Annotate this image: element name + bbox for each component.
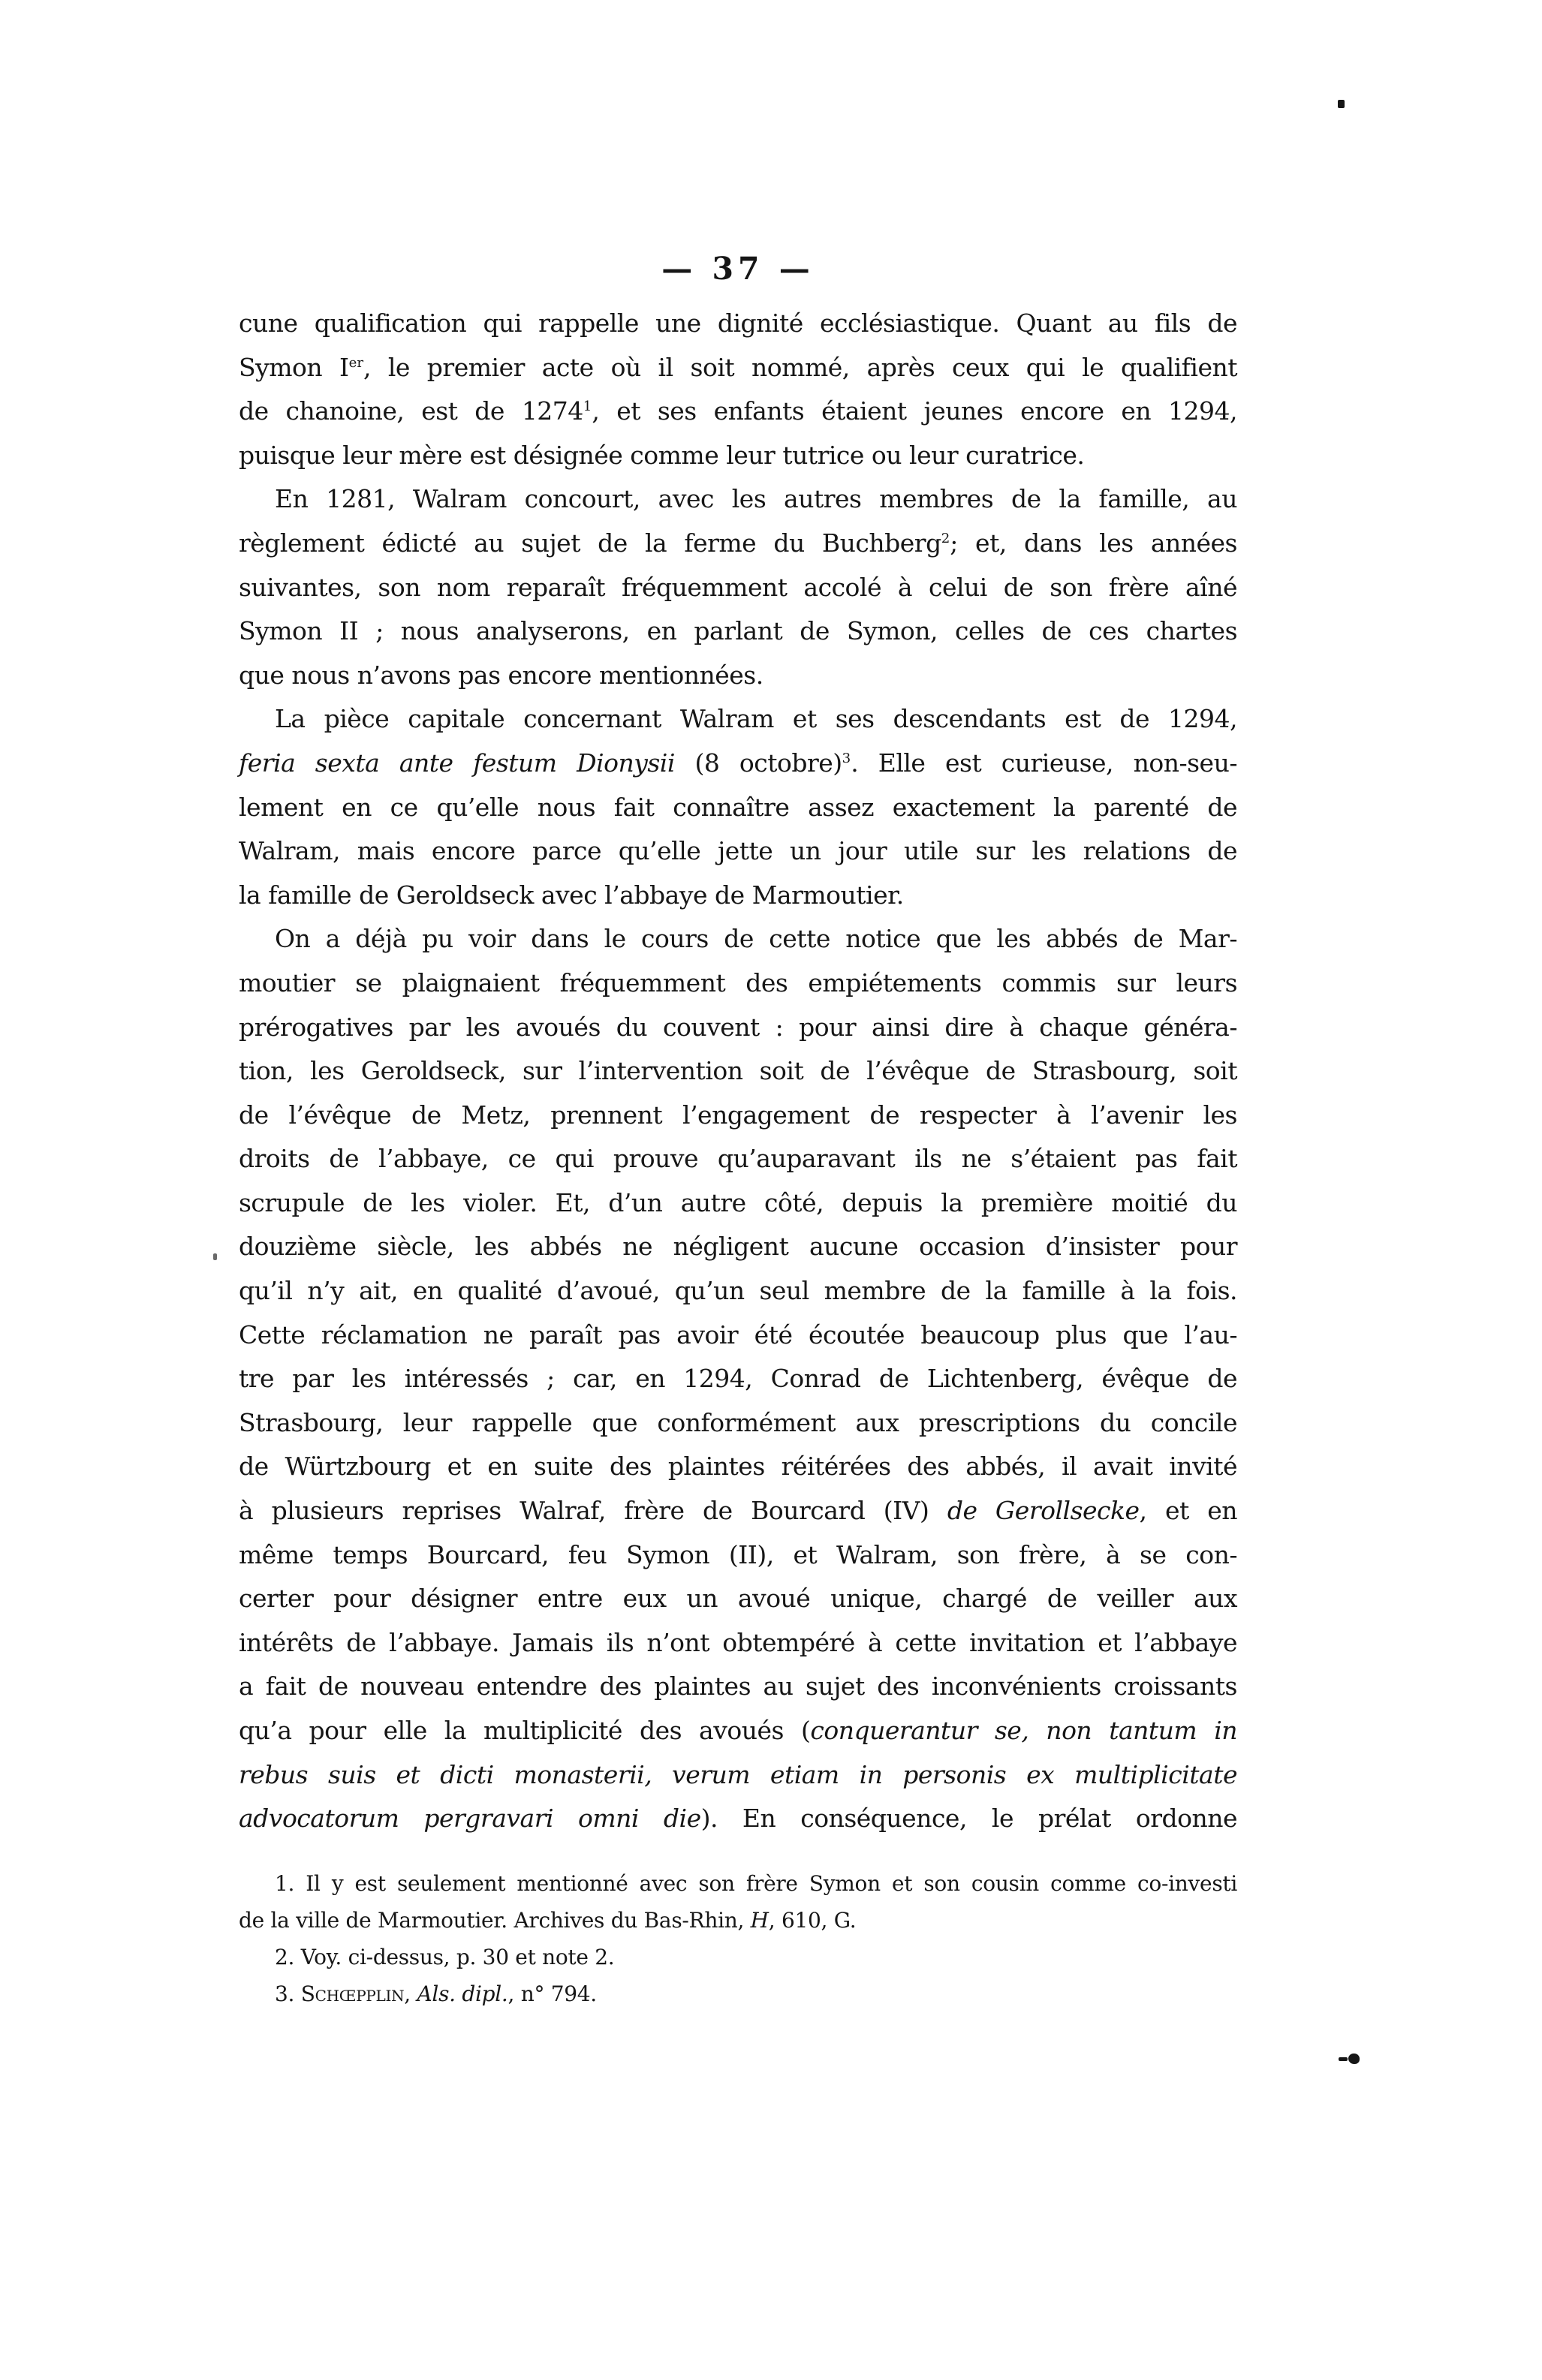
text-segment: Walram, mais encore parce qu’elle jette un jour utile sur les relations de <box>239 836 1237 866</box>
footnote-marker: er <box>348 354 363 371</box>
text-segment: même temps Bourcard, feu Symon (II), et Walram, son frère, à se con- <box>239 1539 1237 1569</box>
ink-speck <box>1338 100 1345 108</box>
footnote-marker: 2 <box>941 530 950 546</box>
text-segment: conquerantur se, non tantum in <box>810 1716 1237 1745</box>
text-segment: Symon I <box>239 352 349 382</box>
footnote-marker: 1 <box>583 399 592 415</box>
text-segment: de Würtzbourg et en suite des plaintes réitérées des abbés, il avait invité <box>239 1452 1237 1482</box>
footnote-line <box>239 1902 1237 1939</box>
body-text <box>239 302 1237 1841</box>
text-line <box>239 961 1237 1006</box>
text-line <box>239 1357 1237 1401</box>
text-line <box>239 1577 1237 1621</box>
text-segment: lement en ce qu’elle nous fait connaître assez exactement la parenté de <box>239 792 1237 822</box>
text-segment: cune qualification qui rappelle une dignité ecclésiastique. Quant au fils de <box>239 308 1237 338</box>
text-line <box>239 1445 1237 1489</box>
text-segment: 1. Il y est seulement mentionné avec son frère Symon et son cousin comme co-investi <box>275 1871 1237 1896</box>
text-line <box>239 346 1237 390</box>
text-line <box>239 566 1237 610</box>
text-segment: certer pour désigner entre eux un avoué unique, chargé de veiller aux <box>239 1584 1237 1614</box>
text-segment: , et ses enfants étaient jeunes encore en 1294, <box>592 396 1237 426</box>
footnote-line <box>239 1975 1237 2012</box>
text-segment: H <box>750 1908 769 1933</box>
text-line <box>239 1533 1237 1578</box>
text-segment: tre par les intéressés ; car, en 1294, Conrad de Lichtenberg, évêque de <box>239 1364 1237 1394</box>
text-line <box>239 1049 1237 1094</box>
text-segment: intérêts de l’abbaye. Jamais ils n’ont obtempéré à cette invitation et l’abbaye <box>239 1627 1237 1657</box>
text-segment: a fait de nouveau entendre des plaintes au sujet des inconvénients croissants <box>239 1671 1237 1702</box>
text-segment: suivantes, son nom reparaît fréquemment accolé à celui de son frère aîné <box>239 572 1237 602</box>
text-line <box>239 1225 1237 1269</box>
footnote-marker: 3 <box>842 750 851 766</box>
text-line <box>239 434 1237 478</box>
text-line <box>239 1094 1237 1138</box>
text-segment: de Gerollsecke <box>947 1496 1140 1526</box>
text-segment: prérogatives par les avoués du couvent : pour ainsi dire à chaque généra- <box>239 1012 1237 1042</box>
text-segment: moutier se plaignaient fréquemment des empiétements commis sur leurs <box>239 967 1237 997</box>
text-segment: 2. Voy. ci-dessus, p. 30 et note 2. <box>275 1945 615 1969</box>
text-segment: Schœpplin <box>300 1981 405 2006</box>
text-line <box>239 697 1237 742</box>
text-segment: qu’a pour elle la multiplicité des avoués ( <box>239 1716 811 1745</box>
text-segment: ; et, dans les années <box>950 528 1237 558</box>
text-segment: puisque leur mère est désignée comme leur tutrice ou leur curatrice. <box>239 440 1085 470</box>
text-segment: à plusieurs reprises Walraf, frère de Bourcard (IV) <box>239 1496 947 1526</box>
text-segment: La pièce capitale concernant Walram et ses descendants est de 1294, <box>275 704 1237 734</box>
text-line <box>239 609 1237 654</box>
text-line <box>239 1269 1237 1313</box>
text-line <box>239 1797 1237 1841</box>
text-segment: que nous n’avons pas encore mentionnées. <box>239 660 763 690</box>
text-line <box>239 917 1237 961</box>
text-segment: On a déjà pu voir dans le cours de cette notice que les abbés de Mar- <box>275 924 1237 954</box>
text-segment: feria sexta ante festum Dionysii <box>239 748 695 778</box>
text-segment: la famille de Geroldseck avec l’abbaye de Marmoutier. <box>239 880 904 910</box>
text-line <box>239 1006 1237 1050</box>
text-segment: En 1281, Walram concourt, avec les autres membres de la famille, au <box>275 484 1237 514</box>
text-segment: règlement édicté au sujet de la ferme du Buchberg <box>239 528 941 558</box>
text-segment: 3. <box>275 1981 301 2006</box>
text-line <box>239 390 1237 434</box>
text-line <box>239 302 1237 346</box>
text-segment: tion, les Geroldseck, sur l’intervention soit de l’évêque de Strasbourg, soit <box>239 1056 1237 1086</box>
text-line <box>239 1621 1237 1665</box>
ink-speck <box>1348 2054 1360 2064</box>
text-line <box>239 1137 1237 1181</box>
text-line <box>239 1665 1237 1709</box>
text-segment: , n° 794. <box>507 1981 597 2006</box>
ink-speck <box>1339 2057 1348 2061</box>
text-line <box>239 786 1237 830</box>
text-segment: advocatorum pergravari omni die <box>239 1804 701 1834</box>
text-segment: rebus suis et dicti monasterii, verum etiam in personis ex multiplicitate <box>239 1759 1237 1789</box>
text-line <box>239 477 1237 522</box>
text-line <box>239 1313 1237 1358</box>
text-line <box>239 1753 1237 1798</box>
text-segment: , et en <box>1139 1496 1237 1526</box>
footnotes <box>239 1865 1237 2012</box>
text-segment: douzième siècle, les abbés ne négligent aucune occasion d’insister pour <box>239 1232 1237 1262</box>
text-segment: qu’il n’y ait, en qualité d’avoué, qu’un seul membre de la famille à la fois. <box>239 1276 1237 1306</box>
text-segment: ). En conséquence, le prélat ordonne <box>700 1804 1237 1834</box>
text-line <box>239 829 1237 874</box>
ink-speck <box>213 1253 217 1260</box>
text-line <box>239 1489 1237 1533</box>
text-segment: Als. dipl. <box>417 1981 508 2006</box>
text-line <box>239 874 1237 918</box>
text-segment: , 610, G. <box>768 1908 857 1933</box>
text-segment: scrupule de les violer. Et, d’un autre côté, depuis la première moitié du <box>239 1187 1237 1217</box>
text-line <box>239 1181 1237 1226</box>
text-segment: . Elle est curieuse, non-seu- <box>851 748 1237 778</box>
footnote-line <box>239 1865 1237 1902</box>
text-segment: , le premier acte où il soit nommé, après ceux qui le qualifient <box>363 352 1237 382</box>
text-line <box>239 522 1237 566</box>
text-segment: de la ville de Marmoutier. Archives du Bas-Rhin, <box>239 1908 751 1933</box>
page-number-header: — 37 — <box>661 251 815 287</box>
footnote-line <box>239 1939 1237 1975</box>
text-segment: Cette réclamation ne paraît pas avoir été écoutée beaucoup plus que l’au- <box>239 1319 1237 1349</box>
text-line <box>239 742 1237 786</box>
text-segment: (8 octobre) <box>694 748 842 778</box>
text-segment: droits de l’abbaye, ce qui prouve qu’auparavant ils ne s’étaient pas fait <box>239 1144 1237 1174</box>
text-line <box>239 654 1237 698</box>
text-line <box>239 1401 1237 1446</box>
text-line <box>239 1709 1237 1753</box>
text-segment: de chanoine, est de 1274 <box>239 396 583 426</box>
text-segment: Symon II ; nous analyserons, en parlant de Symon, celles de ces chartes <box>239 616 1237 646</box>
text-segment: Strasbourg, leur rappelle que conformément aux prescriptions du concile <box>239 1407 1237 1437</box>
text-segment: de l’évêque de Metz, prennent l’engagement de respecter à l’avenir les <box>239 1100 1237 1130</box>
text-segment: , <box>404 1981 417 2006</box>
